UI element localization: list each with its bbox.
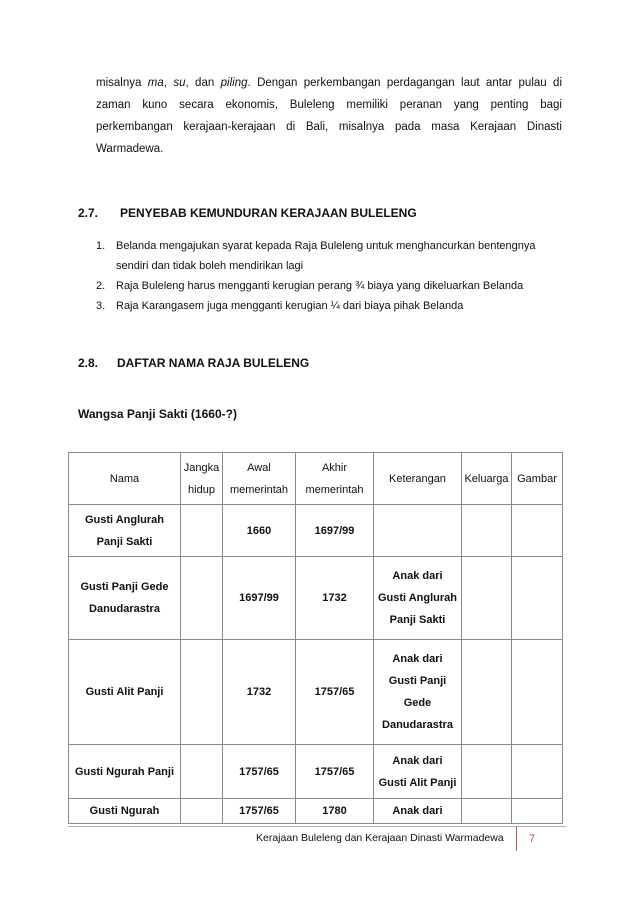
footer-title: Kerajaan Buleleng dan Kerajaan Dinasti Warmadewa [256,832,504,844]
cell-keluarga [462,799,512,824]
list-item-number: 3. [96,300,106,312]
cell-keterangan [374,505,462,557]
table-row [69,745,563,799]
cell-keterangan-line: Anak dari [392,805,443,817]
cell-keterangan [374,640,462,745]
cell-akhir: 1757/65 [296,640,374,745]
section-number: 2.8. [78,356,99,370]
dynasty-heading: Wangsa Panji Sakti (1660-?) [78,407,237,421]
header-akhir-memerintah [296,453,374,505]
header-gambar: Gambar [512,453,563,505]
list-item-text: Raja Buleleng harus mengganti kerugian perang ¾ biaya yang dikeluarkan Belanda [116,280,524,292]
cell-gambar [512,557,563,640]
table-header-row [69,453,563,505]
section-heading-2-7 [78,206,558,224]
header-keterangan: Keterangan [374,453,462,505]
cell-nama [69,640,181,745]
cell-nama-line: Danudarastra [89,603,160,615]
header-akhir-line-2: memerintah [305,483,364,496]
cell-keterangan-line: Anak dari [392,754,443,767]
intro-line-3: perkembangan kerajaan-kerajaan di Bali, misalnya pada masa Kerajaan Dinasti [96,121,562,133]
cell-keluarga [462,505,512,557]
header-akhir-line-1: Akhir [321,461,348,474]
cell-jangka [181,557,223,640]
list-item-text: Raja Karangasem juga mengganti kerugian ¼ dari biaya pihak Belanda [116,300,464,312]
cell-keterangan [374,557,462,640]
header-awal-line-1: Awal [247,461,271,474]
cell-keterangan-line: Gusti Alit Panji [378,776,457,789]
cell-awal: 1757/65 [223,745,296,799]
causes-list [96,236,566,316]
header-jangka-hidup [181,453,223,505]
intro-line-2: zaman kuno secara ekonomis, Buleleng memiliki peranan yang penting bagi [96,99,562,111]
cell-awal: 1697/99 [223,557,296,640]
section-number: 2.7. [78,206,99,220]
cell-akhir: 1697/99 [296,505,374,557]
cell-nama-line: Gusti Panji Gede [80,581,169,593]
table-row [69,640,563,745]
table-row [69,505,563,557]
cell-awal: 1732 [223,640,296,745]
section-heading-2-8 [78,356,558,374]
term-piling: piling [220,77,248,89]
header-jangka-line-1: Jangka [183,461,220,474]
cell-nama-line: Gusti Ngurah [89,805,160,817]
cell-awal: 1757/65 [223,799,296,824]
cell-akhir: 1732 [296,557,374,640]
list-item-text: Belanda mengajukan syarat kepada Raja Buleleng untuk menghancurkan bentengnya sendiri dan tidak boleh mendirikan lagi [116,240,536,272]
header-awal-line-2: memerintah [229,483,289,496]
header-jangka-line-2: hidup [188,483,215,496]
list-item [96,276,566,296]
cell-awal: 1660 [223,505,296,557]
cell-akhir: 1780 [296,799,374,824]
cell-nama-line: Gusti Alit Panji [85,686,164,698]
cell-keterangan-line: Panji Sakti [389,614,446,626]
cell-akhir: 1757/65 [296,745,374,799]
cell-jangka [181,505,223,557]
cell-jangka [181,799,223,824]
table-row [69,557,563,640]
cell-keterangan-line: Gusti Anglurah [377,592,458,604]
table-row [69,799,563,824]
intro-line-4: Warmadewa. [96,143,164,155]
cell-jangka [181,640,223,745]
term-su: su [173,77,186,89]
cell-nama [69,505,181,557]
cell-gambar [512,640,563,745]
kings-table [68,452,563,824]
cell-gambar [512,505,563,557]
cell-keterangan-line: Gede [403,697,432,709]
list-item [96,296,566,316]
cell-keterangan-line: Anak dari [392,653,443,665]
header-keluarga: Keluarga [462,453,512,505]
cell-gambar [512,745,563,799]
section-title: PENYEBAB KEMUNDURAN KERAJAAN BULELENG [120,206,417,220]
page-footer [68,826,566,852]
page-number: 7 [516,827,547,851]
cell-gambar [512,799,563,824]
cell-nama [69,557,181,640]
intro-line-1: misalnya ma, su, dan piling. Dengan perkembangan perdagangan laut antar pulau di [96,77,562,89]
intro-paragraph [96,72,562,160]
cell-keluarga [462,557,512,640]
cell-nama [69,799,181,824]
list-item-number: 2. [96,280,106,292]
cell-keterangan-line: Anak dari [392,570,443,582]
cell-keluarga [462,640,512,745]
cell-keterangan-line: Danudarastra [382,719,453,731]
cell-keterangan-line: Gusti Panji [388,675,447,687]
section-title: DAFTAR NAMA RAJA BULELENG [117,356,310,370]
cell-keterangan [374,745,462,799]
cell-nama [69,745,181,799]
cell-keluarga [462,745,512,799]
header-nama: Nama [69,453,181,505]
list-item [96,236,566,276]
cell-jangka [181,745,223,799]
cell-nama-line: Panji Sakti [96,535,153,548]
cell-keterangan [374,799,462,824]
term-ma: ma [147,77,164,89]
cell-nama-line: Gusti Ngurah Panji [74,765,174,778]
header-awal-memerintah [223,453,296,505]
cell-nama-line: Gusti Anglurah [84,513,165,526]
list-item-number: 1. [96,240,106,252]
footer-rule [68,826,566,827]
